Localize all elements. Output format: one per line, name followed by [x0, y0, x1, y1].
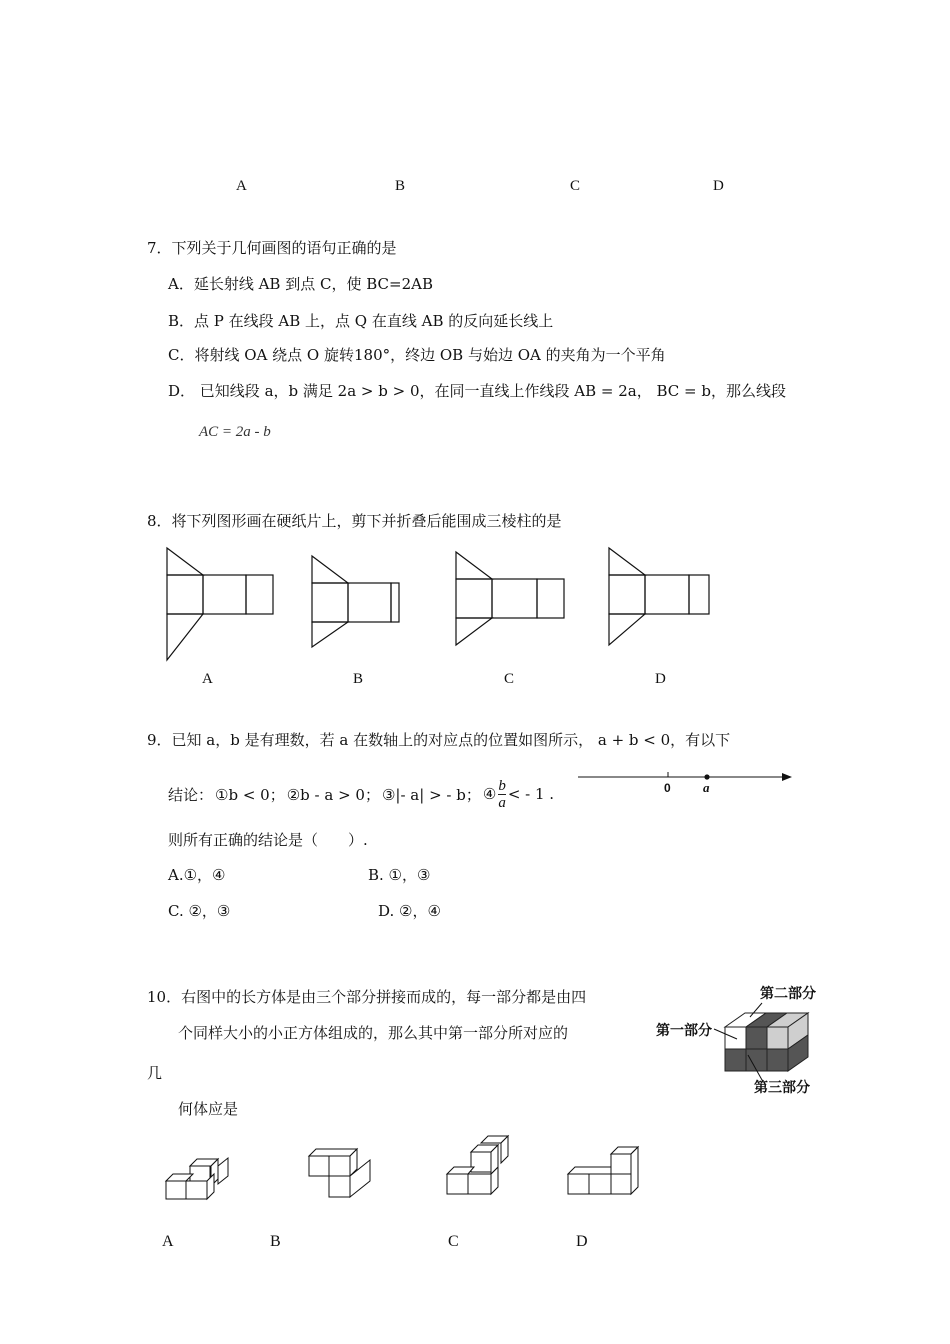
q10-label-part2: 第二部分 [760, 986, 816, 1002]
q8-label-b: B [353, 671, 364, 687]
q8-net-b [312, 556, 412, 656]
q7-option-d-cont: AC = 2a - b [199, 424, 271, 440]
q9-axis-a: a [703, 780, 710, 795]
q9-ask: 则所有正确的结论是（ ）. [168, 831, 368, 849]
q10-stem-line2: 个同样大小的小正方体组成的，那么其中第一部分所对应的 [178, 1024, 569, 1042]
q10-label-d: D [576, 1233, 588, 1250]
q10-stem-line1: 10．右图中的长方体是由三个部分拼接而成的，每一部分都是由四 [147, 988, 587, 1006]
q9-c4-post: < - 1 . [507, 785, 555, 803]
q6-label-d: D [713, 178, 724, 194]
q6-label-c: C [570, 178, 581, 194]
q8-label-a: A [202, 671, 213, 687]
q7-option-d: D． 已知线段 a，b 满足 2a > b > 0，在同一直线上作线段 AB = 2a， BC = b，那么线段 [168, 382, 786, 400]
q7-option-a: A．延长射线 AB 到点 C，使 BC=2AB [168, 275, 433, 293]
q10-label-c: C [448, 1233, 459, 1250]
q9-option-b: B. ①，③ [368, 866, 431, 884]
q8-net-a [167, 548, 287, 663]
q9-c4-den: a [498, 794, 506, 811]
q7-stem: 7．下列关于几何画图的语句正确的是 [147, 239, 397, 257]
q9-c2: ②b - a > 0； [286, 785, 380, 804]
q8-net-d [609, 548, 719, 653]
q10-label-b: B [270, 1233, 281, 1250]
q9-option-c: C. ②，③ [168, 902, 231, 920]
q10-solid-b [307, 1146, 377, 1202]
q10-stem-line4: 何体应是 [178, 1100, 239, 1118]
q10-label-a: A [162, 1233, 174, 1250]
q9-c4-num: b [498, 777, 506, 794]
q9-c4-fraction [498, 778, 506, 811]
q9-axis-zero: 0 [664, 781, 671, 795]
q9-c3: ③|- a| > - b； [381, 785, 481, 804]
q10-solid-c [447, 1136, 519, 1196]
q9-conclusions-prefix: 结论： [168, 785, 214, 804]
q6-label-a: A [236, 178, 247, 194]
q8-label-d: D [655, 671, 666, 687]
q10-solid-a [166, 1146, 236, 1202]
q10-label-part3: 第三部分 [754, 1080, 810, 1096]
q9-conclusions [168, 772, 554, 816]
q7-option-b: B．点 P 在线段 AB 上，点 Q 在直线 AB 的反向延长线上 [168, 312, 554, 330]
q10-stem-line3: 几 [147, 1064, 163, 1082]
q9-number-line [578, 766, 798, 796]
q9-c1: ①b < 0； [215, 785, 285, 804]
q9-option-d: D. ②，④ [378, 902, 441, 920]
q8-stem: 8．将下列图形画在硬纸片上，剪下并折叠后能围成三棱柱的是 [147, 512, 562, 530]
q10-label-part1: 第一部分 [656, 1023, 712, 1039]
q9-option-a: A.①，④ [168, 866, 226, 884]
q8-label-c: C [504, 671, 515, 687]
q10-solid-d [568, 1146, 640, 1202]
q7-option-c: C．将射线 OA 绕点 O 旋转180°，终边 OB 与始边 OA 的夹角为一个平角 [168, 346, 666, 364]
q8-net-c [456, 552, 576, 652]
q9-stem: 9．已知 a，b 是有理数，若 a 在数轴上的对应点的位置如图所示， a + b < 0，有以下 [147, 731, 731, 749]
q9-c4-pre: ④ [482, 785, 497, 803]
q6-label-b: B [395, 178, 406, 194]
